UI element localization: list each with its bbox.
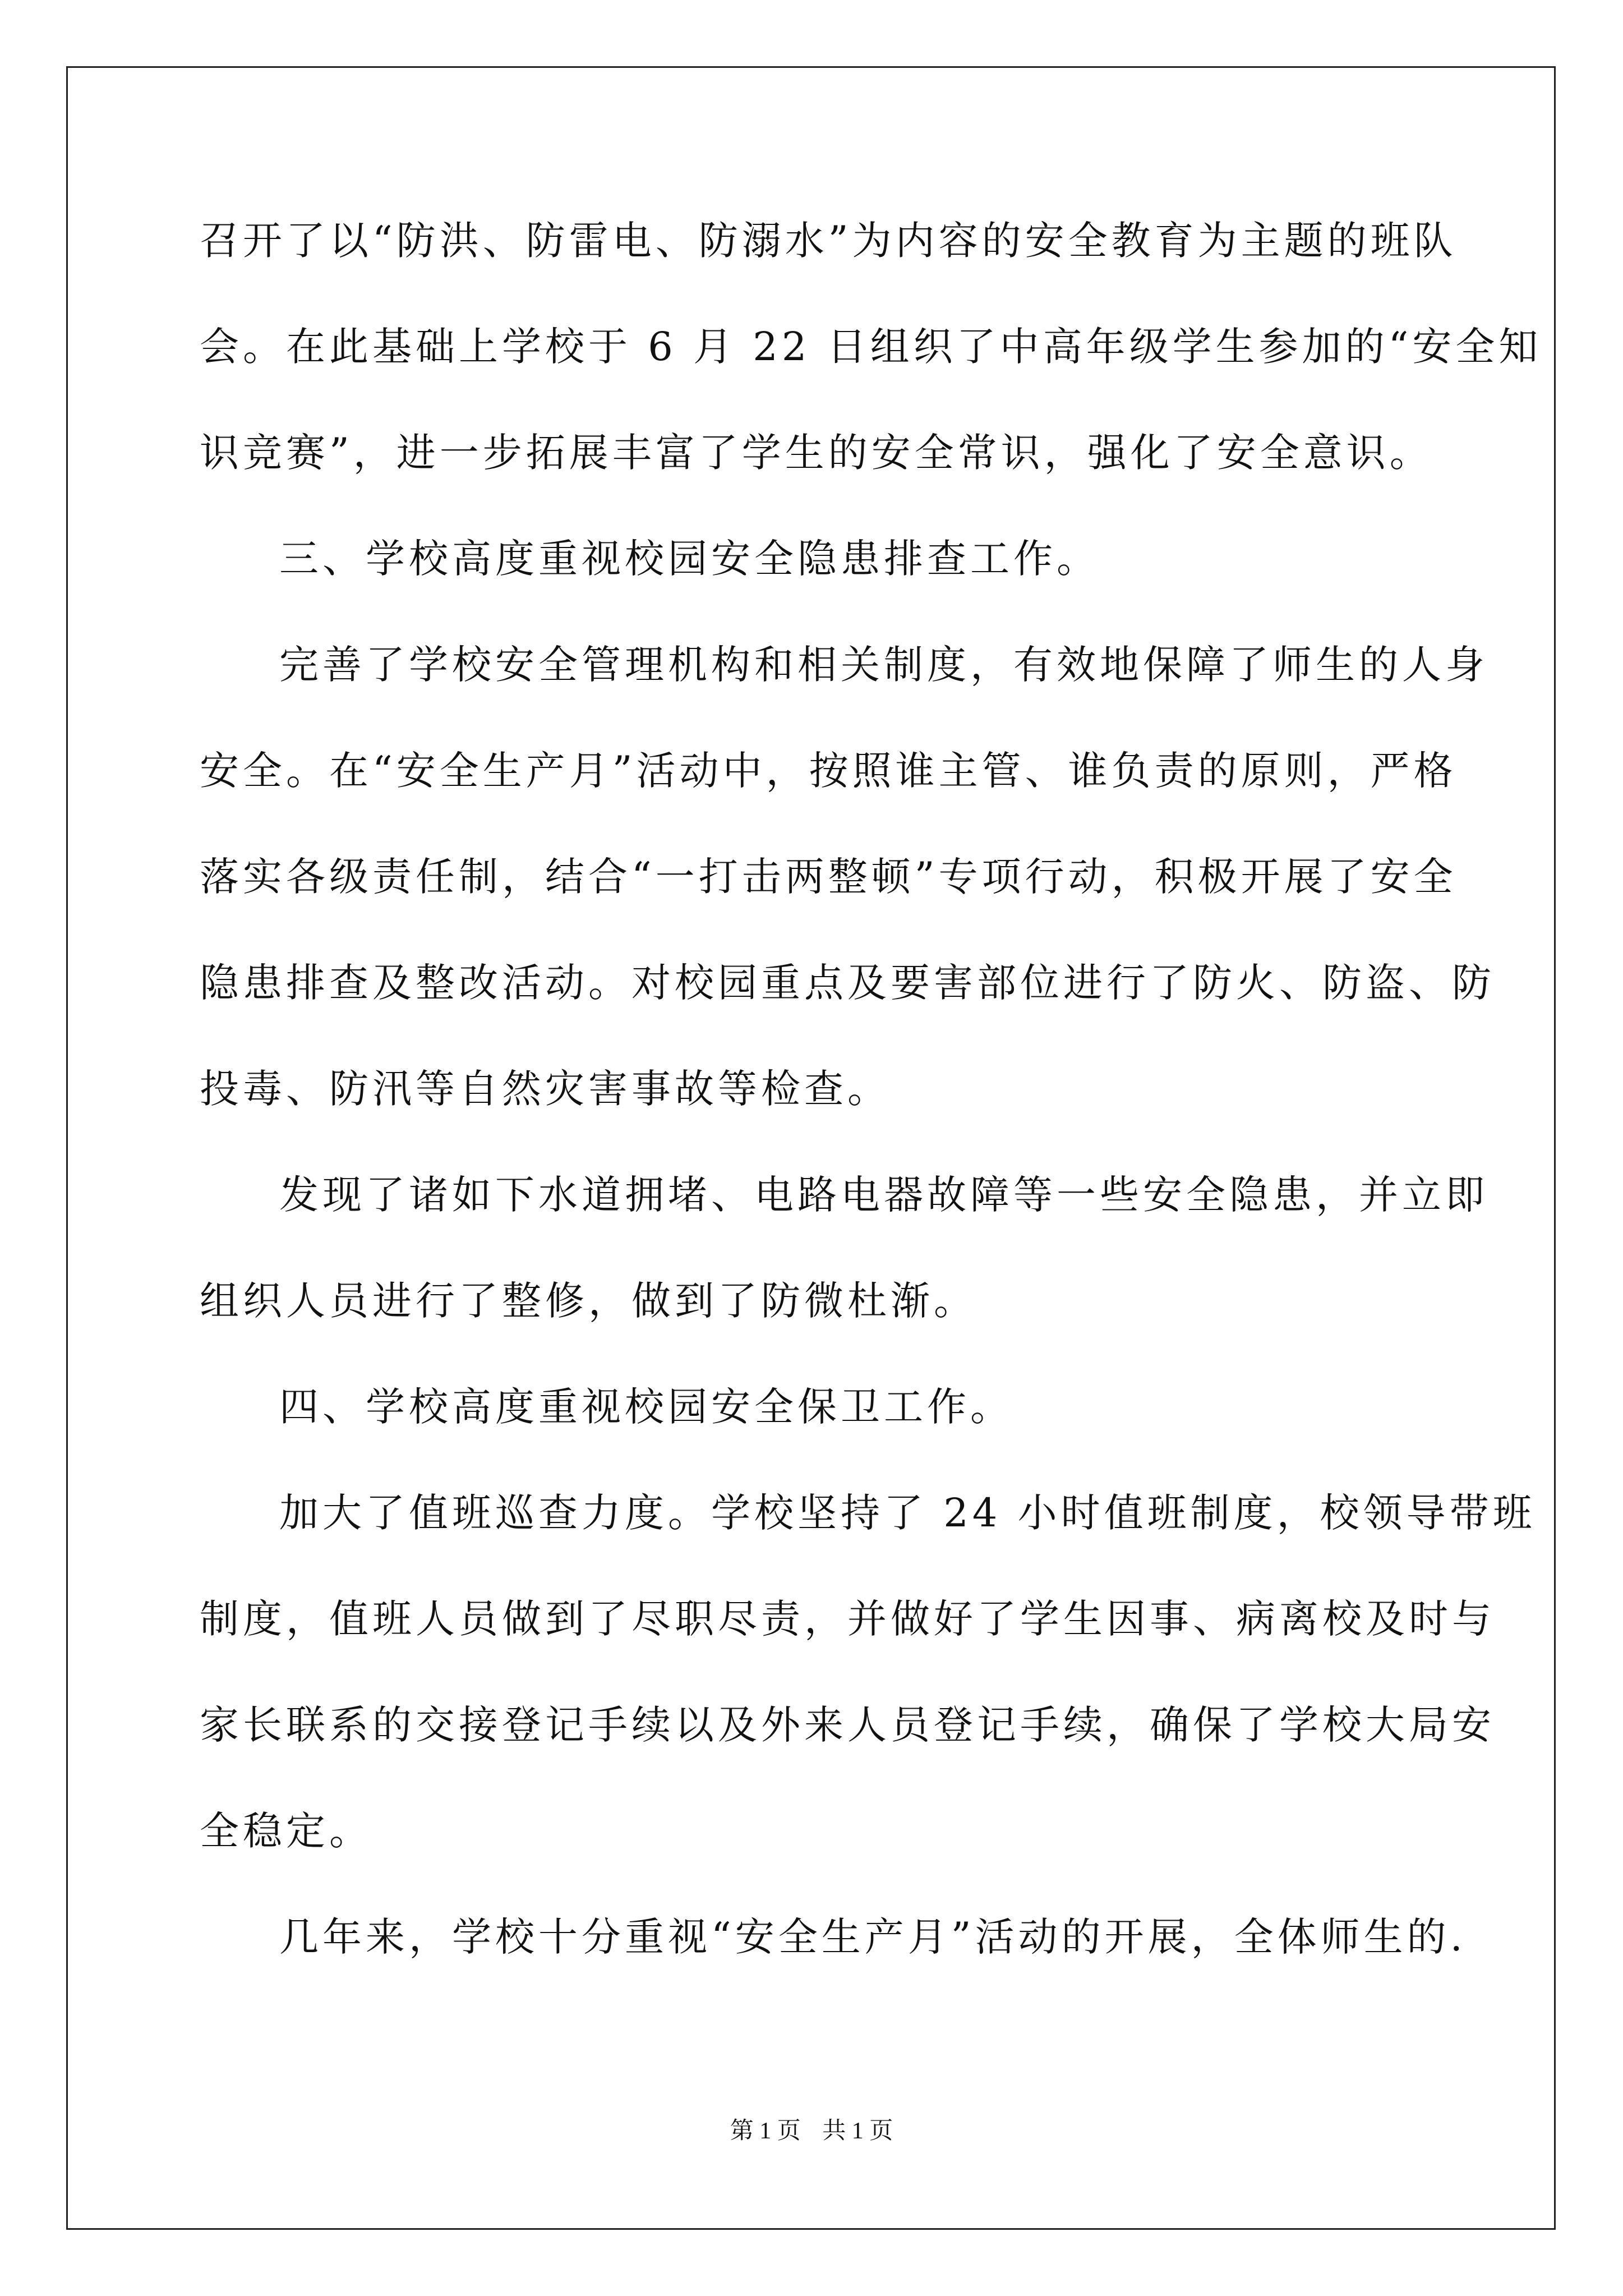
text-line: 组织人员进行了整修，做到了防微杜渐。 [200, 1278, 977, 1324]
text-line: 投毒、防汛等自然灾害事故等检查。 [200, 1066, 891, 1112]
document-body [200, 188, 1542, 1990]
text-line: 召开了以“防洪、防雷电、防溺水”为内容的安全教育为主题的班队 [200, 218, 1457, 264]
text-line: 隐患排查及整改活动。对校园重点及要害部位进行了防火、防盗、防 [200, 960, 1495, 1006]
text-line: 完善了学校安全管理机构和相关制度，有效地保障了师生的人身 [279, 642, 1488, 688]
text-line: 全稳定。 [200, 1808, 372, 1854]
text-line: 家长联系的交接登记手续以及外来人员登记手续，确保了学校大局安 [200, 1702, 1495, 1748]
text-line: 会。在此基础上学校于 6 月 22 日组织了中高年级学生参加的“安全知 [200, 324, 1542, 370]
page-footer [0, 2112, 1623, 2146]
page-number: 第 1 页 [730, 2118, 801, 2144]
text-line: 几年来，学校十分重视“安全生产月”活动的开展，全体师生的. [279, 1914, 1467, 1960]
text-line: 落实各级责任制，结合“一打击两整顿”专项行动，积极开展了安全 [200, 854, 1457, 900]
section-heading: 四、学校高度重视校园安全保卫工作。 [279, 1384, 1013, 1430]
text-line: 加大了值班巡查力度。学校坚持了 24 小时值班制度，校领导带班 [279, 1490, 1536, 1536]
text-line: 识竞赛”，进一步拓展丰富了学生的安全常识，强化了安全意识。 [200, 430, 1433, 476]
text-line: 制度，值班人员做到了尽职尽责，并做好了学生因事、病离校及时与 [200, 1596, 1495, 1642]
section-heading: 三、学校高度重视校园安全隐患排查工作。 [279, 536, 1100, 582]
text-line: 安全。在“安全生产月”活动中，按照谁主管、谁负责的原则，严格 [200, 748, 1457, 794]
text-line: 发现了诸如下水道拥堵、电路电器故障等一些安全隐患，并立即 [279, 1172, 1488, 1218]
page-total: 共 1 页 [822, 2118, 893, 2144]
